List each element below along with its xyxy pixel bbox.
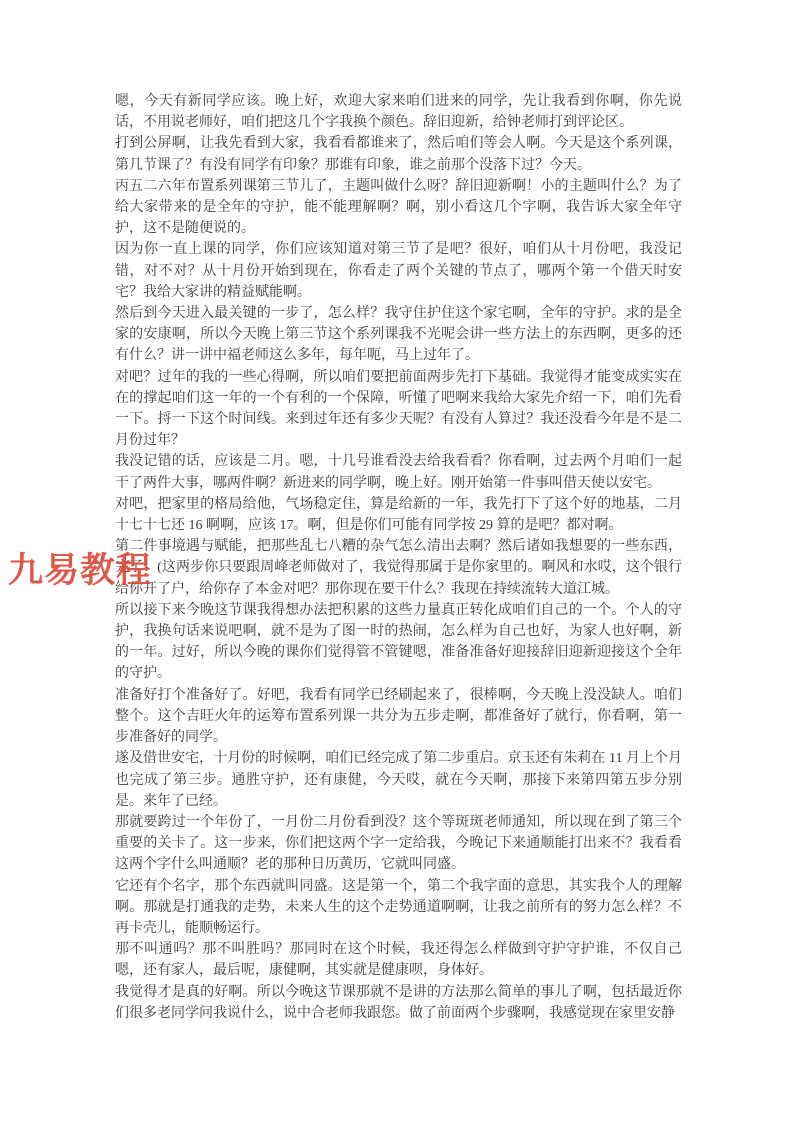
paragraph: 打到公屏啊，让我先看到大家，我看看都谁来了，然后咱们等会人啊。今天是这个系列课，第几节课了？有没有同学有印象？那谁有印象，谁之前那个没落下过？今天。 — [115, 136, 682, 173]
paragraph: 然后到今天进入最关键的一步了，怎么样？我守住护住这个家宅啊，全年的守护。求的是全家的安康啊，所以今天晚上第三节这个系列课我不光呢会讲一些方法上的东西啊，更多的还有什么？讲一讲中福老师这么多年，每年呃，马上过年了。 — [115, 306, 682, 364]
paragraph: 嗯，今天有新同学应该。晚上好，欢迎大家来咱们进来的同学，先让我看到你啊，你先说话，不用说老师好，咱们把这几个字我换个颜色。辞旧迎新，给钟老师打到评论区。 — [115, 94, 682, 131]
paragraph: 因为你一直上课的同学，你们应该知道对第三节了是吧？很好，咱们从十月份吧，我没记错，对不对？从十月份开始到现在，你看走了两个关键的节点了，哪两个第一个借天时安宅？我给大家讲的精益赋能啊。 — [115, 242, 682, 300]
watermark: 九易教程 — [8, 551, 153, 590]
paragraph: 对吧，把家里的格局给他，气场稳定住，算是给新的一年，我先打下了这个好的地基，二月十七十七还 16 啊啊，应该 17。啊，但是你们可能有同学按 29 算的是吧？都对啊。 — [115, 496, 682, 534]
paragraph: 我没记错的话，应该是二月。嗯，十几号谁看没去给我看看？你看啊，过去两个月咱们一起干了两件大事，哪两件啊？新进来的同学啊，晚上好。刚开始第一件事叫借天使以安宅。 — [115, 454, 682, 491]
text-column — [115, 91, 682, 1024]
paragraph: 那不叫通吗？那不叫胜吗？那同时在这个时候，我还得怎么样做到守护守护谁，不仅自己嗯，还有家人，最后呢，康健啊，其实就是健康呗，身体好。 — [115, 942, 682, 979]
paragraph: 我觉得才是真的好啊。所以今晚这节课那就不是讲的方法那么简单的事儿了啊，包括最近你们很多老同学问我说什么，说中合老师我跟您。做了前面两个步骤啊，我感觉现在家里安静 — [115, 984, 682, 1021]
paragraph: 第二件事境遇与赋能，把那些乱七八糟的杂气怎么清出去啊？然后诸如我想要的一些东西，完了！(这两步你只要跟周峰老师做对了，我觉得那属于是你家里的。啊风和水哎，这个银行给你开了户，给你存了本金对吧？那你现在要干什么？我现在持续流转大道江城。 — [115, 539, 682, 597]
paragraph: 那就要跨过一个年份了，一月份二月份看到没？这个等斑斑老师通知，所以现在到了第三个重要的关卡了。这一步来，你们把这两个字一定给我，今晚记下来通顺能打出来不？我看看这两个字什么叫通顺？老的那种日历黄历，它就叫同盛。 — [115, 814, 682, 873]
paragraph: 准备好打个准备好了。好吧，我看有同学已经刷起来了，很棒啊，今天晚上没没缺人。咱们整个。这个吉旺火年的运筹布置系列课一共分为五步走啊，都准备好了就行，你看啊，第一步准备好的同学。 — [115, 687, 682, 746]
paragraph: 所以接下来今晚这节课我得想办法把积累的这些力量真正转化成咱们自己的一个。个人的守护，我换句话来说吧啊，就不是为了图一时的热闹，怎么样为自己也好，为家人也好啊，新的一年。过好，所以今晚的课你们觉得管不管键嗯，准备准备好迎接辞旧迎新迎接这个全年的守护。 — [115, 602, 682, 682]
paragraph: 遂及借世安宅，十月份的时候啊，咱们已经完成了第二步重启。京玉还有朱莉在 11 月上个月也完成了第三步。通胜守护，还有康健，今天哎，就在今天啊，那接下来第四第五步分别是。来年了已经。 — [115, 751, 682, 809]
paragraph: 丙五二六年布置系列课第三节儿了，主题叫做什么呀？辞旧迎新啊！小的主题叫什么？为了给大家带来的是全年的守护，能不能理解啊？啊，别小看这几个字啊，我告诉大家全年守护，这不是随便说的。 — [115, 178, 682, 237]
paragraph: 对吧？过年的我的一些心得啊，所以咱们要把前面两步先打下基础。我觉得才能变成实实在在的撑起咱们这一年的一个有利的一个保障，听懂了吧啊来我给大家先介绍一下，咱们先看一下。捋一下这个时间线。来到过年还有多少天呢？有没有人算过？我还没看今年是不是二月份过年？ — [115, 369, 682, 449]
paragraph: 它还有个名字，那个东西就叫同盛。这是第一个，第二个我字面的意思，其实我个人的理解啊。那就是打通我的走势，未来人生的这个走势通道啊啊，让我之前所有的努力怎么样？不再卡壳儿，能顺畅运行。 — [115, 878, 682, 936]
